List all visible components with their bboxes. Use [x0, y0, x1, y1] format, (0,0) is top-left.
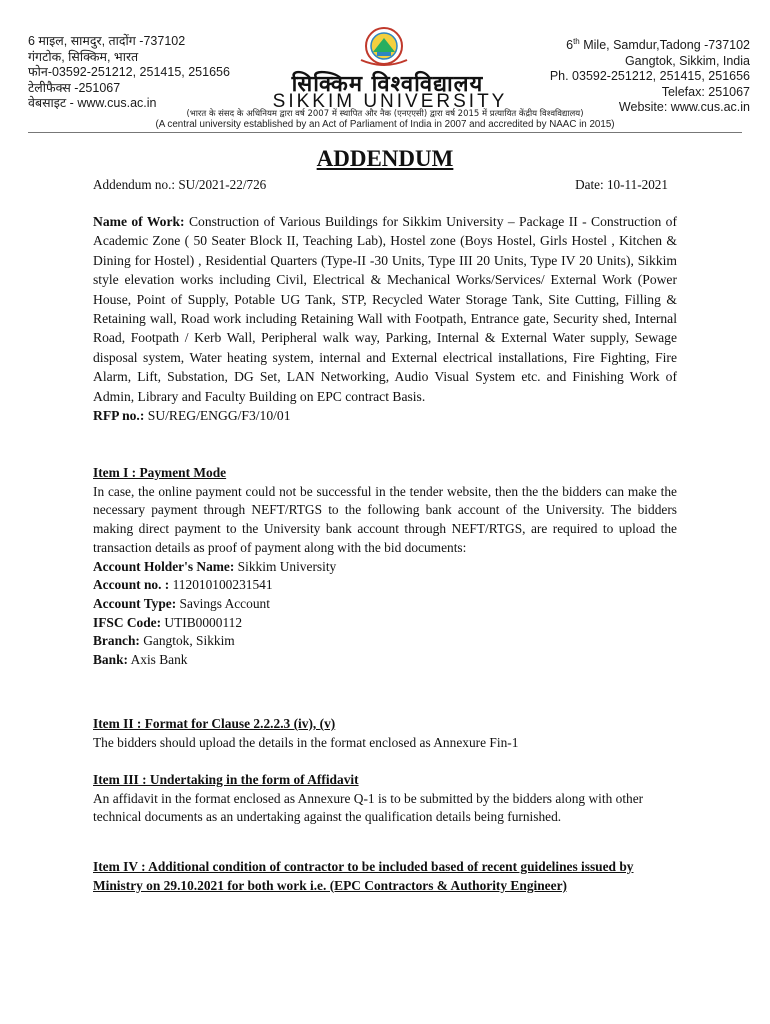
- document-title: ADDENDUM: [316, 146, 454, 171]
- account-field: Account no. : 112010100231541: [93, 577, 273, 593]
- name-of-work-label: Name of Work:: [93, 214, 185, 229]
- addendum-number: Addendum no.: SU/2021-22/726: [93, 177, 267, 192]
- name-of-work-paragraph: [93, 212, 677, 425]
- address-line: फोन-03592-251212, 251415, 251656: [28, 65, 230, 79]
- establishment-note-english: (A central university established by an Act of Parliament of India in 2007 and accredited by NAAC in 2015): [155, 119, 615, 130]
- establishment-note-hindi: (भारत के संसद के अधिनियम द्वारा वर्ष 2007 में स्थापित और नैक (एनएएसी) द्वारा वर्ष 2015 में प्रत्यायित केंद्रीय विश्वविद्यालय): [186, 109, 584, 119]
- item-2-text: The bidders should upload the details in the format enclosed as Annexure Fin-1: [93, 734, 519, 750]
- item-3-heading: Item III : Undertaking in the form of Affidavit: [93, 772, 359, 787]
- item-1-heading: Item I : Payment Mode: [93, 465, 227, 480]
- address-line: Ph. 03592-251212, 251415, 251656: [549, 69, 750, 84]
- addendum-date: Date: 10-11-2021: [575, 177, 668, 192]
- item-3-text: An affidavit in the format enclosed as Annexure Q-1 is to be submitted by the bidders along with other technical documents as an undertaking against the qualification details being furnished.: [93, 790, 644, 825]
- address-line: गंगटोक, सिक्किम, भारत: [28, 49, 139, 64]
- letterhead-left-address: [28, 34, 230, 112]
- address-line: टेलीफैक्स -251067: [28, 80, 121, 95]
- rfp-value: SU/REG/ENGG/F3/10/01: [144, 408, 291, 424]
- account-field: Account Type: Savings Account: [93, 595, 270, 611]
- item-1-section: [93, 464, 683, 670]
- item-2-heading: Item II : Format for Clause 2.2.2.3 (iv), (v): [93, 716, 336, 731]
- letterhead-right-address: [550, 34, 750, 116]
- address-line: Telefax: 251067: [661, 84, 750, 99]
- address-line: 6 माइल, सामदुर, तादोंग -737102: [28, 34, 186, 48]
- address-line: वेबसाइट - www.cus.ac.in: [28, 96, 157, 110]
- item-2-section: [93, 715, 683, 752]
- item-4-section: [93, 858, 663, 895]
- item-4-heading: Item IV : Additional condition of contractor to be included based of recent guidelines issued by Ministry on 29.10.2021 for both work i.e. (EPC Contractors & Authority Engineer): [93, 859, 634, 893]
- rfp-label: RFP no.:: [93, 408, 145, 424]
- university-emblem-icon: [355, 22, 413, 72]
- name-of-work-text: Construction of Various Buildings for Sikkim University – Package II - Construction of Academic Zone ( 50 Seater Block II, Teaching Lab), Hostel zone (Boys Hostel, Girls Hostel , Kitchen & Dining for Hostel) , Residential Quarters (Type-II -30 Units, Type III 20 Units, Type IV 20 Units), Sikkim style elevation works including Civil, Electrical & Mechanical Works/Services/ External Work (Power House, Point of Supply, Potable UG Tank, STP, Recycled Water Storage Tank, Site Cutting, Filling & Retaining wall, Road work including Retaining Wall with Footpath, Entrance gate, Security shed, Internal Road, Footpath / Kerb Wall, Peripheral walk way, Parking, Internal & External Water supply, Sewage disposal system, Water heating system, internal and External electrical installations, Fire Fighting, Fire Alarm, Lift, Substation, DG Set, LAN Networking, Audio Visual System etc. and Finishing Work of Admin, Library and Faculty Building on EPC contract Basis.: [93, 214, 677, 404]
- header-divider: [28, 132, 742, 133]
- account-field: Bank: Axis Bank: [93, 652, 188, 668]
- account-field: Account Holder's Name: Sikkim University: [93, 558, 337, 574]
- university-name-hindi: सिक्किम विश्वविद्यालय: [291, 72, 484, 97]
- account-field: Branch: Gangtok, Sikkim: [93, 633, 235, 649]
- address-line: 6th Mile, Samdur,Tadong -737102: [566, 37, 750, 53]
- address-line: Website: www.cus.ac.in: [618, 100, 750, 115]
- account-field: IFSC Code: UTIB0000112: [93, 614, 243, 630]
- address-line: Gangtok, Sikkim, India: [624, 53, 750, 68]
- university-name-english: SIKKIM UNIVERSITY: [272, 91, 508, 112]
- item-3-section: [93, 771, 683, 827]
- item-1-text: In case, the online payment could not be successful in the tender website, then the the bidders can make the necessary payment through NEFT/RTGS to the following bank account of the University. The bidders making direct payment to the University bank account through NEFT/RTGS, are required to upload the transaction details as proof of payment along with the bid documents:: [93, 483, 677, 555]
